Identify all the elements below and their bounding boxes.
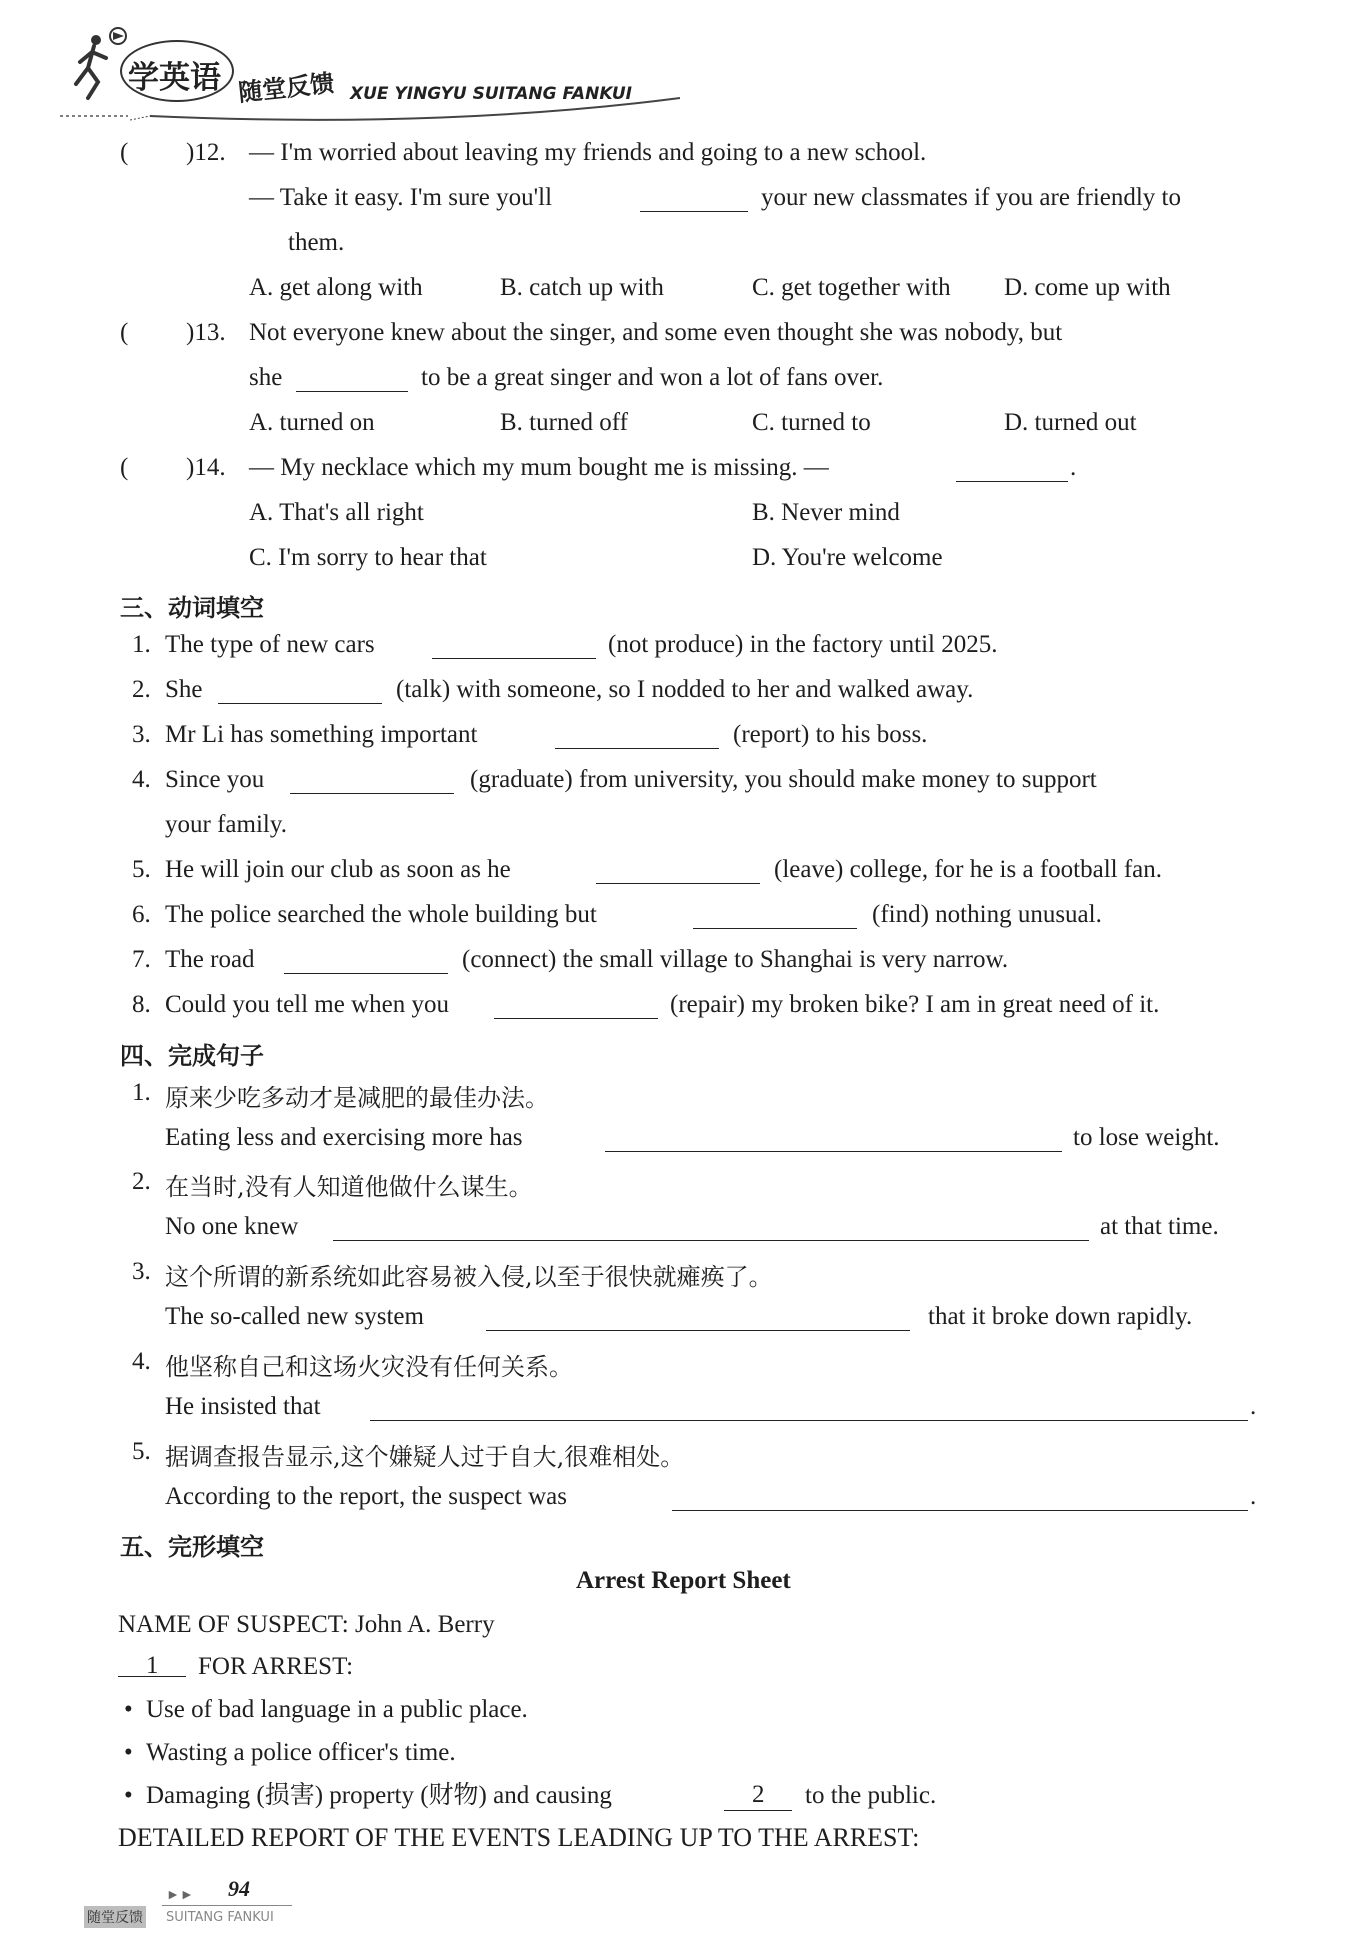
item-number: 4. — [132, 1348, 151, 1375]
question-number: )12. — [186, 139, 226, 166]
option-c: C. turned to — [752, 409, 871, 436]
item-number: 4. — [132, 766, 151, 793]
answer-blank[interactable] — [640, 189, 748, 212]
item-text-a: Could you tell me when you — [165, 991, 449, 1018]
option-c: C. get together with — [752, 274, 951, 301]
passage-title: Arrest Report Sheet — [576, 1567, 791, 1594]
option-a: A. turned on — [249, 409, 375, 436]
item-text-a: Since you — [165, 766, 265, 793]
item-text-b: (talk) with someone, so I nodded to her and walked away. — [396, 676, 974, 703]
page-header — [50, 18, 690, 128]
item-number: 1. — [132, 631, 151, 658]
answer-blank[interactable] — [672, 1488, 1248, 1511]
item-text-a: Eating less and exercising more has — [165, 1124, 523, 1151]
item-text-a: No one knew — [165, 1213, 299, 1240]
item-text-a: He will join our club as soon as he — [165, 856, 511, 883]
option-c: C. I'm sorry to hear that — [249, 544, 487, 571]
option-b: B. Never mind — [752, 499, 900, 526]
item-text-b: (not produce) in the factory until 2025. — [608, 631, 998, 658]
item-text-c: your family. — [165, 811, 287, 838]
header-pinyin: XUE YINGYU SUITANG FANKUI — [350, 84, 633, 104]
answer-blank[interactable] — [370, 1398, 1248, 1421]
item-text-b: . — [1250, 1393, 1257, 1420]
page-number: 94 — [228, 1876, 250, 1901]
bullet-text-a: Damaging (损害) property (财物) and causing — [146, 1782, 612, 1809]
question-stem-line2b: your new classmates if you are friendly to — [761, 184, 1182, 211]
option-a: A. get along with — [249, 274, 423, 301]
option-d: D. come up with — [1004, 274, 1171, 301]
item-number: 2. — [132, 1168, 151, 1195]
question-number: )14. — [186, 454, 226, 481]
item-text-b: to lose weight. — [1073, 1124, 1220, 1151]
item-number: 3. — [132, 1258, 151, 1285]
section-heading: 三、动词填空 — [120, 594, 264, 622]
item-text-b: that it broke down rapidly. — [928, 1303, 1193, 1330]
option-a: A. That's all right — [249, 499, 424, 526]
answer-blank[interactable] — [486, 1308, 910, 1331]
item-number: 5. — [132, 856, 151, 883]
item-text-b: (leave) college, for he is a football fan. — [774, 856, 1163, 883]
item-chinese: 据调查报告显示,这个嫌疑人过于自大,很难相处。 — [165, 1443, 685, 1471]
option-b: B. catch up with — [500, 274, 664, 301]
item-number: 3. — [132, 721, 151, 748]
header-subtitle-cn: 随堂反馈 — [237, 69, 336, 107]
bullet-text: Use of bad language in a public place. — [146, 1696, 528, 1723]
item-text-a: The road — [165, 946, 255, 973]
item-text-a: Mr Li has something important — [165, 721, 478, 748]
bullet-text: Wasting a police officer's time. — [146, 1739, 456, 1766]
item-text-b: . — [1250, 1483, 1257, 1510]
bullet-text-b: to the public. — [805, 1782, 937, 1809]
answer-blank[interactable] — [333, 1218, 1089, 1241]
question-stem-line2b: to be a great singer and won a lot of fans over. — [421, 364, 884, 391]
item-number: 8. — [132, 991, 151, 1018]
item-number: 7. — [132, 946, 151, 973]
footer-label-cn: 随堂反馈 — [84, 1906, 146, 1928]
item-chinese: 原来少吃多动才是减肥的最佳办法。 — [165, 1084, 549, 1112]
answer-blank[interactable] — [296, 369, 408, 392]
answer-blank[interactable] — [605, 1129, 1062, 1152]
option-d: D. You're welcome — [752, 544, 943, 571]
footer-rule — [162, 1905, 292, 1906]
option-b: B. turned off — [500, 409, 628, 436]
arrow-icon: ►► — [166, 1888, 194, 1903]
cloze-blank-1-number: 1 — [146, 1652, 159, 1679]
item-text-a: She — [165, 676, 203, 703]
bullet-item: • — [124, 1739, 133, 1766]
item-number: 6. — [132, 901, 151, 928]
answer-paren[interactable]: ( — [120, 319, 129, 346]
suspect-name-line: NAME OF SUSPECT: John A. Berry — [118, 1611, 495, 1638]
item-number: 2. — [132, 676, 151, 703]
question-stem-line3: them. — [288, 229, 345, 256]
question-stem-line2a: — Take it easy. I'm sure you'll — [249, 184, 553, 211]
footer-label-en: SUITANG FANKUI — [166, 1910, 274, 1925]
answer-blank[interactable] — [290, 771, 454, 794]
answer-paren[interactable]: ( — [120, 139, 129, 166]
detailed-report-heading: DETAILED REPORT OF THE EVENTS LEADING UP TO THE ARREST: — [118, 1823, 920, 1852]
item-text-b: (find) nothing unusual. — [872, 901, 1102, 928]
item-text-a: The police searched the whole building but — [165, 901, 597, 928]
question-stem: Not everyone knew about the singer, and some even thought she was nobody, but — [249, 319, 1063, 346]
item-chinese: 这个所谓的新系统如此容易被入侵,以至于很快就瘫痪了。 — [165, 1263, 773, 1291]
answer-paren[interactable]: ( — [120, 454, 129, 481]
answer-blank[interactable] — [693, 906, 857, 929]
cloze-blank-2-number: 2 — [752, 1781, 765, 1808]
item-text-a: He insisted that — [165, 1393, 321, 1420]
item-text-a: The so-called new system — [165, 1303, 424, 1330]
question-stem: — I'm worried about leaving my friends and going to a new school. — [249, 139, 927, 166]
answer-blank[interactable] — [432, 636, 596, 659]
answer-blank[interactable] — [555, 726, 719, 749]
bullet-item: • — [124, 1696, 133, 1723]
item-text-b: at that time. — [1100, 1213, 1219, 1240]
item-chinese: 在当时,没有人知道他做什么谋生。 — [165, 1173, 533, 1201]
item-text-b: (connect) the small village to Shanghai is very narrow. — [462, 946, 1009, 973]
option-d: D. turned out — [1004, 409, 1137, 436]
item-number: 1. — [132, 1079, 151, 1106]
answer-blank[interactable] — [284, 951, 448, 974]
item-chinese: 他坚称自己和这场火灾没有任何关系。 — [165, 1353, 573, 1381]
answer-blank[interactable] — [596, 861, 760, 884]
item-number: 5. — [132, 1438, 151, 1465]
question-stem-line2a: she — [249, 364, 283, 391]
section-heading: 四、完成句子 — [120, 1042, 264, 1070]
section-heading: 五、完形填空 — [120, 1533, 264, 1561]
header-title-cn: 学英语 — [128, 60, 221, 96]
item-text-b: (graduate) from university, you should make money to support — [470, 766, 1097, 793]
question-stem: — My necklace which my mum bought me is missing. — — [249, 454, 829, 481]
question-stem-end: . — [1070, 454, 1077, 481]
bullet-item: • — [124, 1782, 133, 1809]
item-text-a: The type of new cars — [165, 631, 375, 658]
item-text-a: According to the report, the suspect was — [165, 1483, 567, 1510]
answer-blank[interactable] — [956, 459, 1068, 482]
question-number: )13. — [186, 319, 226, 346]
answer-blank[interactable] — [218, 681, 382, 704]
header-swoosh-icon — [130, 68, 690, 128]
item-text-b: (report) to his boss. — [733, 721, 928, 748]
item-text-b: (repair) my broken bike? I am in great need of it. — [670, 991, 1160, 1018]
for-arrest-label: FOR ARREST: — [198, 1653, 354, 1680]
answer-blank[interactable] — [494, 996, 658, 1019]
